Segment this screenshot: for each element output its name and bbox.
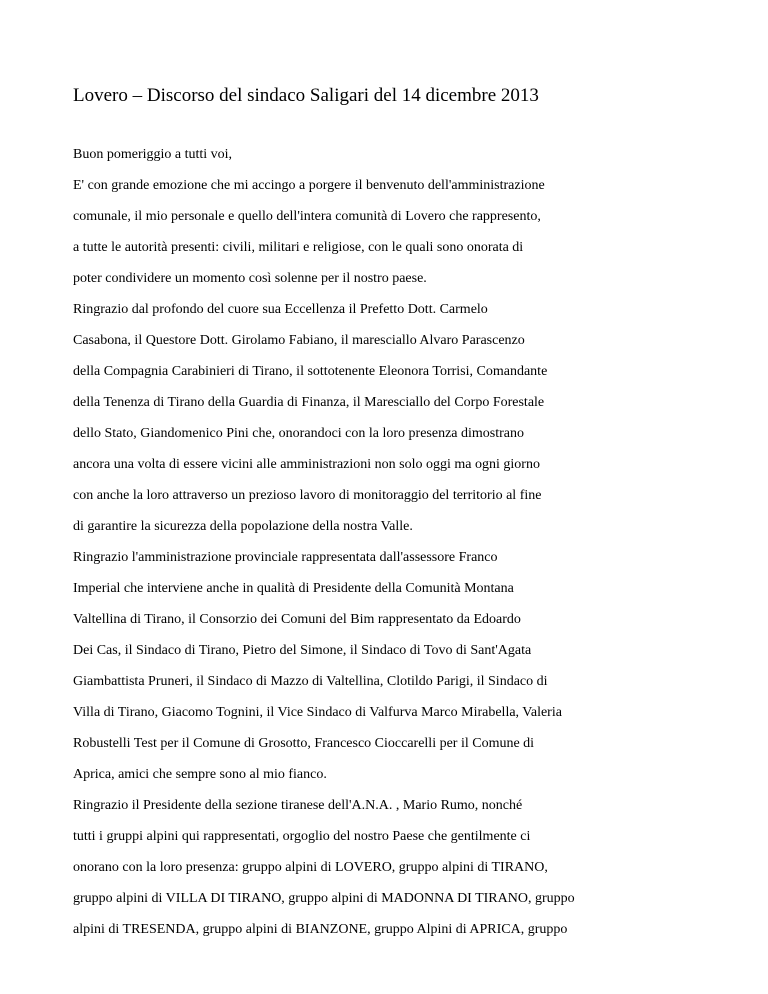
text-line: Ringrazio l'amministrazione provinciale rappresentata dall'assessore Franco — [73, 550, 498, 565]
document-body — [73, 139, 733, 945]
text-line: Robustelli Test per il Comune di Grosotto, Francesco Cioccarelli per il Comune di — [73, 736, 535, 751]
document-title: Lovero – Discorso del sindaco Saligari del 14 dicembre 2013 — [73, 85, 539, 106]
text-line: ancora una volta di essere vicini alle amministrazioni non solo oggi ma ogni giorno — [73, 457, 540, 472]
text-line: con anche la loro attraverso un prezioso lavoro di monitoraggio del territorio al fine — [73, 488, 542, 503]
text-line: comunale, il mio personale e quello dell'intera comunità di Lovero che rappresento, — [73, 209, 541, 224]
text-line: Ringrazio dal profondo del cuore sua Eccellenza il Prefetto Dott. Carmelo — [73, 302, 488, 317]
text-line: dello Stato, Giandomenico Pini che, onorandoci con la loro presenza dimostrano — [73, 426, 524, 441]
text-line: onorano con la loro presenza: gruppo alpini di LOVERO, gruppo alpini di TIRANO, — [73, 860, 548, 875]
text-line: Casabona, il Questore Dott. Girolamo Fabiano, il maresciallo Alvaro Parascenzo — [73, 333, 525, 348]
text-line: poter condividere un momento così solenne per il nostro paese. — [73, 271, 427, 286]
text-line: a tutte le autorità presenti: civili, militari e religiose, con le quali sono onorata di — [73, 240, 524, 255]
text-line: Giambattista Pruneri, il Sindaco di Mazzo di Valtellina, Clotildo Parigi, il Sindaco di — [73, 674, 548, 689]
text-line: Dei Cas, il Sindaco di Tirano, Pietro del Simone, il Sindaco di Tovo di Sant'Agata — [73, 643, 532, 658]
text-line: della Tenenza di Tirano della Guardia di Finanza, il Maresciallo del Corpo Forestale — [73, 395, 545, 410]
text-line: Valtellina di Tirano, il Consorzio dei Comuni del Bim rappresentato da Edoardo — [73, 612, 521, 627]
text-line: Villa di Tirano, Giacomo Tognini, il Vice Sindaco di Valfurva Marco Mirabella, Valeria — [73, 705, 562, 720]
text-line: E' con grande emozione che mi accingo a porgere il benvenuto dell'amministrazione — [73, 178, 545, 193]
text-line: di garantire la sicurezza della popolazione della nostra Valle. — [73, 519, 413, 534]
text-line: Ringrazio il Presidente della sezione tiranese dell'A.N.A. , Mario Rumo, nonché — [73, 798, 523, 813]
text-line: Aprica, amici che sempre sono al mio fianco. — [73, 767, 327, 782]
text-line: tutti i gruppi alpini qui rappresentati, orgoglio del nostro Paese che gentilmente ci — [73, 829, 531, 844]
text-line: alpini di TRESENDA, gruppo alpini di BIANZONE, gruppo Alpini di APRICA, gruppo — [73, 922, 568, 937]
text-line: Imperial che interviene anche in qualità di Presidente della Comunità Montana — [73, 581, 514, 596]
text-line: della Compagnia Carabinieri di Tirano, il sottotenente Eleonora Torrisi, Comandante — [73, 364, 548, 379]
text-line: Buon pomeriggio a tutti voi, — [73, 147, 233, 162]
text-line: gruppo alpini di VILLA DI TIRANO, gruppo alpini di MADONNA DI TIRANO, gruppo — [73, 891, 575, 906]
